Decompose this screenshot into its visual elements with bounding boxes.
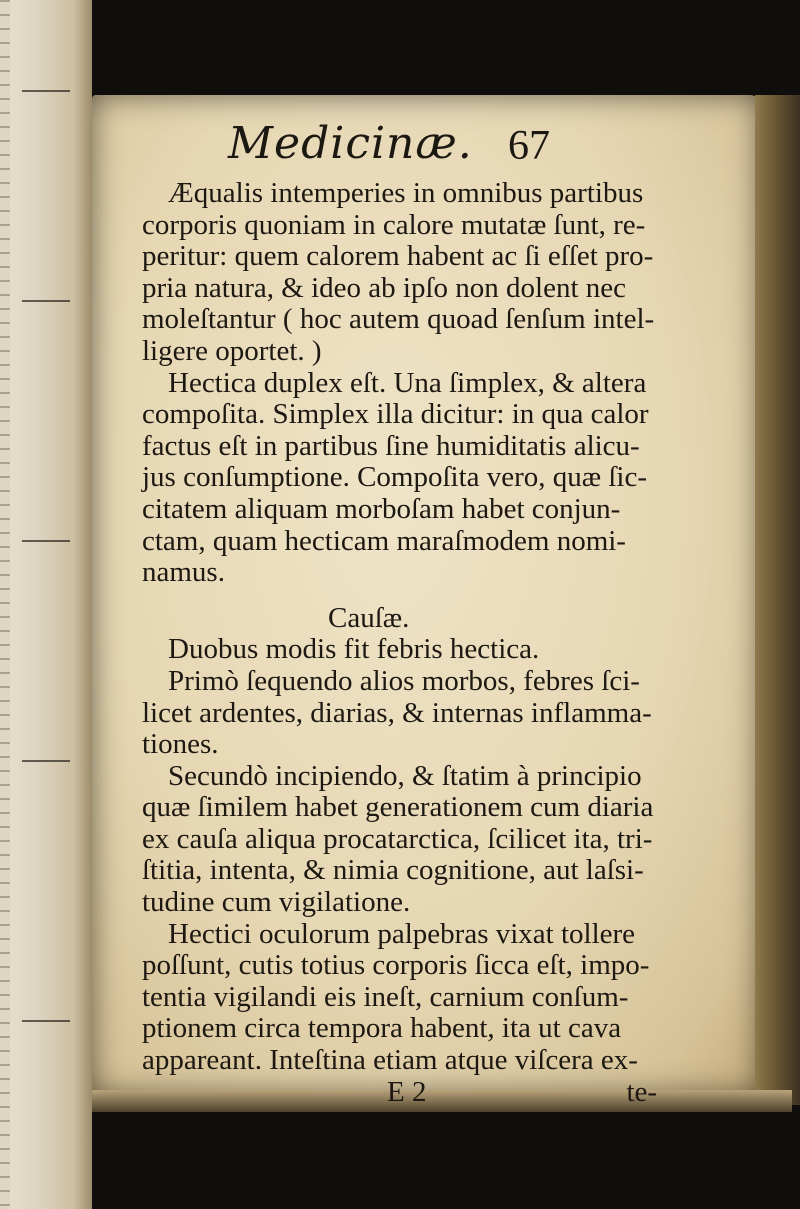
text-line: compoſita. Simplex illa dicitur: in qua calor xyxy=(142,398,649,431)
text-line: factus eſt in partibus ſine humiditatis alicu- xyxy=(142,429,640,462)
text-line: Hectica duplex eſt. Una ſimplex, & altera xyxy=(168,366,647,399)
text-line: Hectici oculorum palpebras vixat tollere xyxy=(168,917,636,950)
text-line: appareant. Inteſtina etiam atque viſcera ex- xyxy=(142,1044,638,1077)
text-line: Secundò incipiendo, & ſtatim à principio xyxy=(168,759,642,792)
text-line: ctam, quam hecticam maraſmodem nomi- xyxy=(142,524,626,557)
text-line: ligere oportet. ) xyxy=(142,334,322,367)
text-line: poſſunt, cutis totius corporis ſicca eſt, impo- xyxy=(142,949,650,982)
margin-rule xyxy=(22,540,70,542)
text-line: licet ardentes, diarias, & internas inflamma- xyxy=(142,696,652,729)
text-line: tentia vigilandi eis ineſt, carnium conſum- xyxy=(142,980,629,1013)
text-line: moleſtantur ( hoc autem quoad ſenſum intel- xyxy=(142,303,655,336)
text-line: Duobus modis fit febris hectica. xyxy=(168,633,540,666)
text-line: peritur: quem calorem habent ac ſi eſſet pro- xyxy=(142,240,654,273)
page-body xyxy=(142,178,762,1108)
margin-rule xyxy=(22,300,70,302)
text-line: ptionem circa tempora habent, ita ut cava xyxy=(142,1012,622,1045)
section-heading: Cauſæ. xyxy=(328,601,410,634)
text-line: quæ ſimilem habet generationem cum diaria xyxy=(142,791,654,824)
text-line: corporis quoniam in calore mutatæ ſunt, re- xyxy=(142,208,646,241)
adjacent-page-strip xyxy=(0,0,92,1209)
signature-mark: E 2 xyxy=(387,1075,427,1108)
text-line: ex cauſa aliqua procatarctica, ſcilicet ita, tri- xyxy=(142,822,653,855)
page-number: 67 xyxy=(508,123,550,169)
text-line: citatem aliquam morboſam habet conjun- xyxy=(142,492,621,525)
margin-rule xyxy=(22,1020,70,1022)
catchword: te- xyxy=(626,1075,658,1108)
margin-rule xyxy=(22,90,70,92)
text-line: namus. xyxy=(142,556,225,589)
page-edge-texture xyxy=(0,0,10,1209)
text-line: ſtitia, intenta, & nimia cognitione, aut laſsi- xyxy=(142,854,644,887)
text-line: tiones. xyxy=(142,728,219,761)
text-line: Æqualis intemperies in omnibus partibus xyxy=(168,177,644,209)
text-line: jus conſumptione. Compoſita vero, quæ ſic- xyxy=(142,461,648,494)
margin-rule xyxy=(22,760,70,762)
running-header xyxy=(228,118,608,178)
text-line: Primò ſequendo alios morbos, febres ſci- xyxy=(168,664,640,697)
text-line: tudine cum vigilatione. xyxy=(142,886,411,919)
page-footer xyxy=(142,1077,762,1109)
text-line: pria natura, & ideo ab ipſo non dolent nec xyxy=(142,271,626,304)
running-title: Medicinæ. xyxy=(228,118,473,169)
